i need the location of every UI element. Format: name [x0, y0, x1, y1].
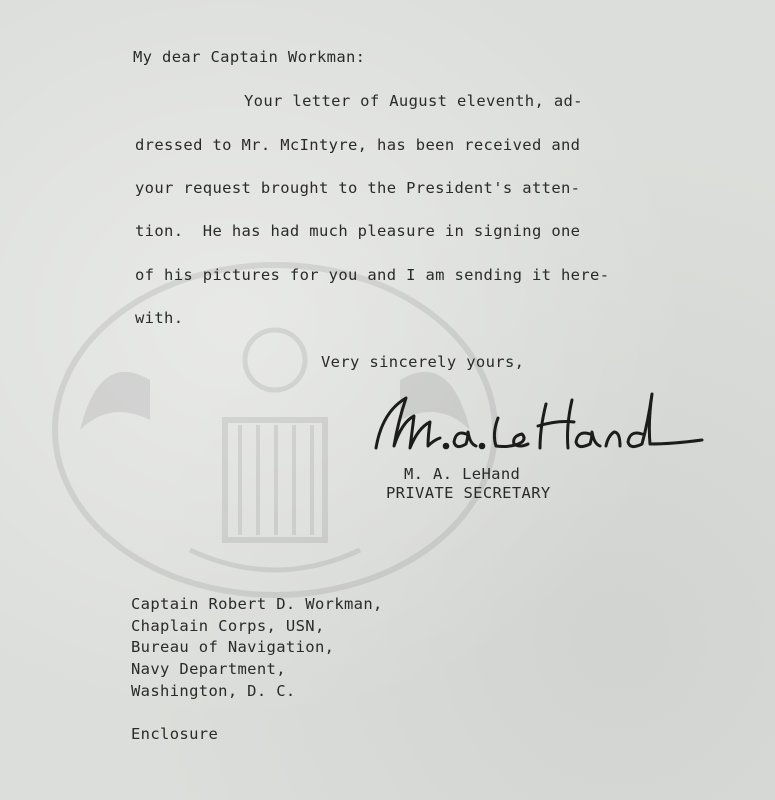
body-line: your request brought to the President's atten-	[135, 179, 581, 197]
salutation: My dear Captain Workman:	[133, 48, 366, 66]
address-line: Captain Robert D. Workman,	[131, 595, 383, 613]
address-line: Chaplain Corps, USN,	[131, 617, 325, 635]
signer-title: PRIVATE SECRETARY	[386, 484, 551, 502]
enclosure-note: Enclosure	[131, 725, 219, 743]
address-line: Navy Department,	[131, 660, 286, 678]
signer-name: M. A. LeHand	[404, 465, 521, 483]
body-line: tion. He has had much pleasure in signing one	[135, 222, 581, 240]
handwritten-signature	[362, 382, 712, 462]
body-line: dressed to Mr. McIntyre, has been received and	[135, 136, 581, 154]
closing: Very sincerely yours,	[321, 353, 525, 371]
address-line: Bureau of Navigation,	[131, 638, 335, 656]
address-line: Washington, D. C.	[131, 682, 296, 700]
body-line: of his pictures for you and I am sending it here-	[135, 266, 610, 284]
body-line: with.	[135, 309, 184, 327]
body-line: Your letter of August eleventh, ad-	[244, 92, 583, 110]
